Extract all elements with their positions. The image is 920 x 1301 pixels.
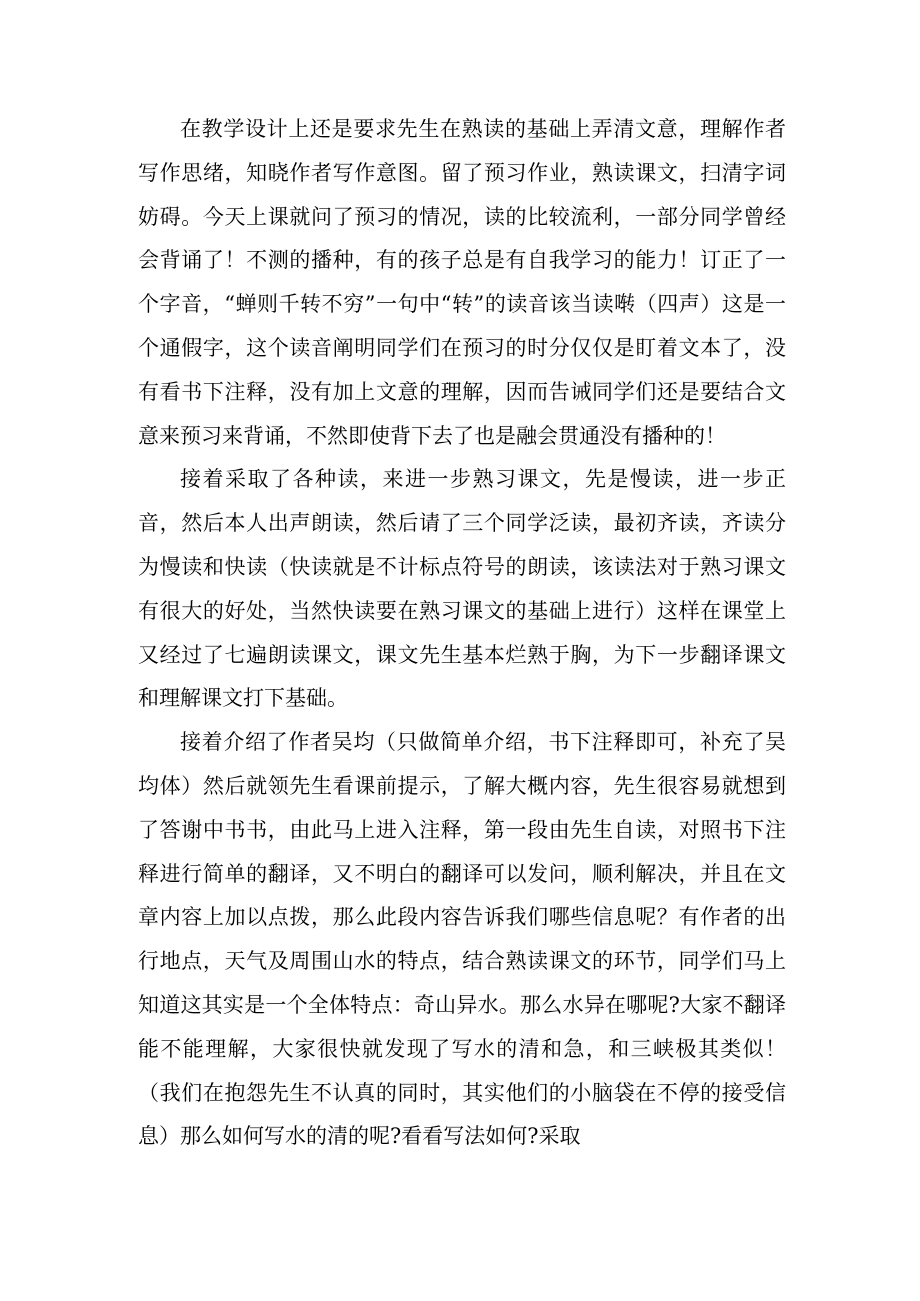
paragraph-1: 在教学设计上还是要求先生在熟读的基础上弄清文意，理解作者写作思绪，知晓作者写作意图。留了预习作业，熟读课文，扫清字词妨碍。今天上课就问了预习的情况，读的比较流利，一部分同学曾经会背诵了！不测的播种，有的孩子总是有自我学习的能力！订正了一个字音，“蝉则千转不穷”一句中“转”的读音该当读啭（四声）这是一个通假字，这个读音阐明同学们在预习的时分仅仅是盯着文本了，没有看书下注释，没有加上文意的理解，因而告诫同学们还是要结合文意来预习来背诵，不然即使背下去了也是融会贯通没有播种的！ [138, 117, 786, 448]
paragraph-2: 接着采取了各种读，来进一步熟习课文，先是慢读，进一步正音，然后本人出声朗读，然后请了三个同学泛读，最初齐读，齐读分为慢读和快读（快读就是不计标点符号的朗读，该读法对于熟习课文有很大的好处，当然快读要在熟习课文的基础上进行）这样在课堂上又经过了七遍朗读课文，课文先生基本烂熟于胸，为下一步翻译课文和理解课文打下基础。 [138, 467, 786, 711]
paragraph-3: 接着介绍了作者吴均（只做简单介绍，书下注释即可，补充了吴均体）然后就领先生看课前提示，了解大概内容，先生很容易就想到了答谢中书书，由此马上进入注释，第一段由先生自读，对照书下注释进行简单的翻译，又不明白的翻译可以发问，顺利解决，并且在文章内容上加以点拨，那么此段内容告诉我们哪些信息呢？有作者的出行地点，天气及周围山水的特点，结合熟读课文的环节，同学们马上知道这其实是一个全体特点：奇山异水。那么水异在哪呢?大家不翻译能不能理解，大家很快就发现了写水的清和急，和三峡极其类似！（我们在抱怨先生不认真的同时，其实他们的小脑袋在不停的接受信息）那么如何写水的清的呢?看看写法如何?采取 [138, 730, 786, 1149]
document-body [138, 108, 786, 1159]
